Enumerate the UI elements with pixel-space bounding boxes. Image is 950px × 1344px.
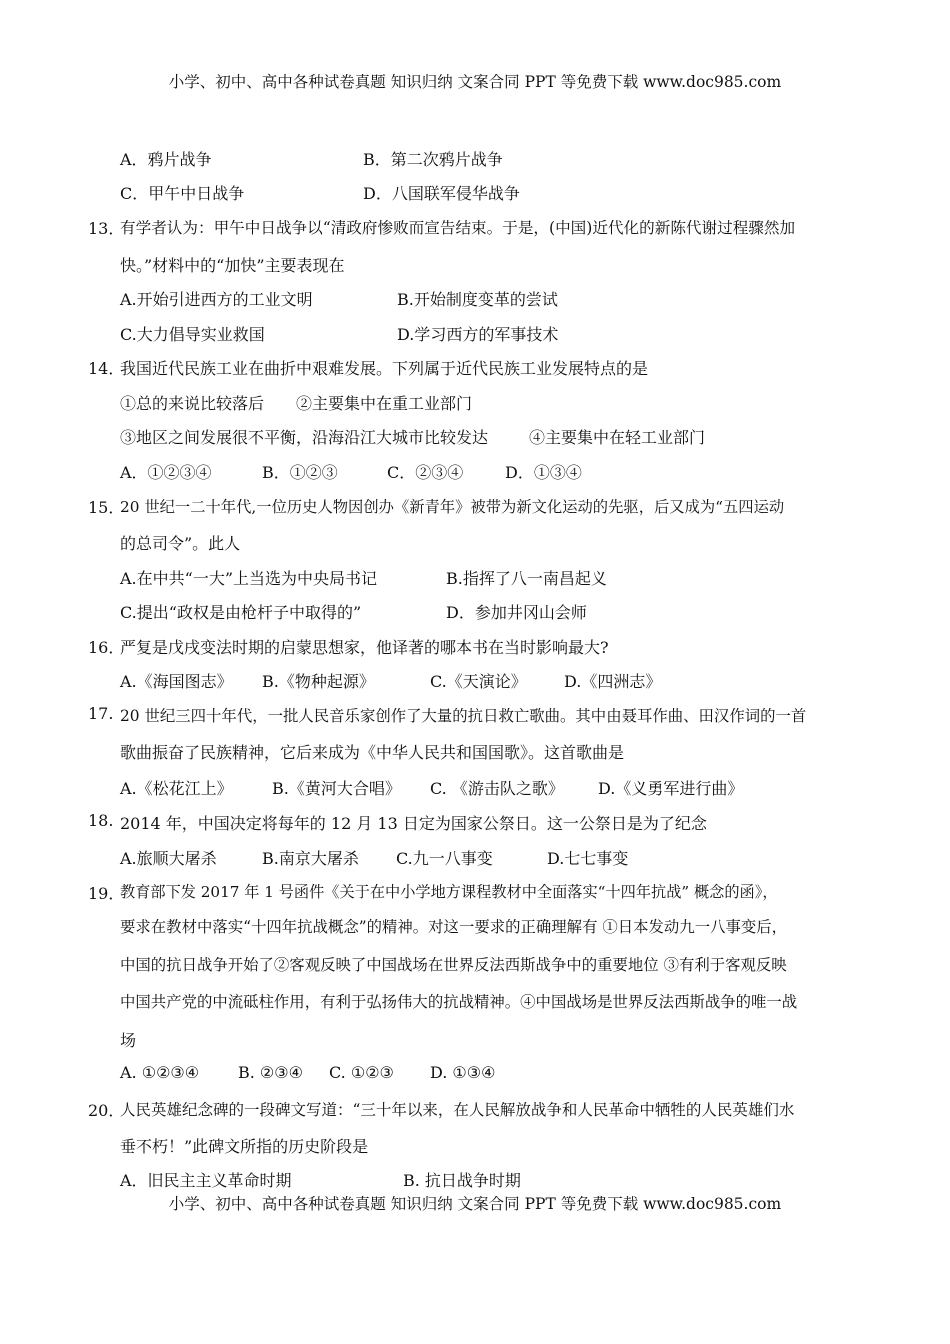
q13-number: 13． [88, 219, 125, 238]
q19-stem-line3: 中国的抗日战争开始了②客观反映了中国战场在世界反法西斯战争中的重要地位 ③有利于客观反映 [120, 956, 787, 974]
q19-option-c: C. ①②③ [329, 1063, 394, 1082]
q15-number: 15． [88, 498, 125, 517]
q13-stem-line1: 有学者认为：甲午中日战争以“清政府惨败而宣告结束。于是，(中国)近代化的新陈代谢过程骤然加 [120, 219, 796, 237]
q17-option-c: C. 《游击队之歌》 [430, 779, 564, 798]
q14-number: 14． [88, 359, 125, 378]
q14-stem: 我国近代民族工业在曲折中艰难发展。下列属于近代民族工业发展特点的是 [120, 359, 649, 378]
q19-number: 19． [88, 884, 125, 903]
q13-option-a: A.开始引进西方的工业文明 [120, 290, 313, 309]
q19-stem-line5: 场 [120, 1031, 137, 1050]
q17-option-d: D.《义勇军进行曲》 [598, 779, 744, 798]
q14-option-d: D．①③④ [505, 463, 582, 482]
q17-stem-line1: 20 世纪三四十年代，一批人民音乐家创作了大量的抗日救亡歌曲。其中由聂耳作曲、田汉作词的一首 [120, 707, 807, 725]
q14-statement-4: ④主要集中在轻工业部门 [529, 428, 706, 447]
q19-option-d: D. ①③④ [430, 1063, 496, 1082]
q17-option-b: B.《黄河大合唱》 [272, 779, 401, 798]
q20-stem-line1: 人民英雄纪念碑的一段碑文写道：“三十年以来，在人民解放战争和人民革命中牺牲的人民英雄们水 [120, 1101, 795, 1119]
q18-stem: 2014 年，中国决定将每年的 12 月 13 日定为国家公祭日。这一公祭日是为了纪念 [120, 814, 707, 833]
page-footer: 小学、初中、高中各种试卷真题 知识归纳 文案合同 PPT 等免费下载 www.doc985.com [168, 1195, 782, 1213]
q13-option-d: D.学习西方的军事技术 [397, 325, 559, 344]
q13-stem-line2: 快。”材料中的“加快”主要表现在 [120, 256, 345, 275]
q15-stem-line1: 20 世纪一二十年代,一位历史人物因创办《新青年》被带为新文化运动的先驱，后又成为“五四运动 [120, 498, 785, 516]
q19-option-a: A. ①②③④ [120, 1063, 200, 1082]
q18-option-a: A.旅顺大屠杀 [120, 849, 217, 868]
q20-number: 20． [88, 1101, 125, 1120]
q12-option-b: B．第二次鸦片战争 [363, 150, 503, 169]
q20-option-b: B. 抗日战争时期 [403, 1171, 521, 1190]
q19-option-b: B. ②③④ [238, 1063, 303, 1082]
q12-option-d: D．八国联军侵华战争 [363, 184, 520, 203]
q16-option-d: D.《四洲志》 [564, 672, 662, 691]
q16-option-b: B.《物种起源》 [262, 672, 375, 691]
page-header: 小学、初中、高中各种试卷真题 知识归纳 文案合同 PPT 等免费下载 www.doc985.com [168, 73, 782, 91]
q14-option-b: B．①②③ [262, 463, 338, 482]
q14-statement-1: ①总的来说比较落后 [120, 394, 265, 413]
q20-stem-line2: 垂不朽！”此碑文所指的历史阶段是 [120, 1137, 369, 1156]
q13-option-b: B.开始制度变革的尝试 [397, 290, 558, 309]
q16-number: 16． [88, 638, 125, 657]
q16-option-c: C.《天演论》 [430, 672, 527, 691]
q14-statement-3: ③地区之间发展很不平衡，沿海沿江大城市比较发达 [120, 428, 489, 447]
q12-option-a: A．鸦片战争 [120, 150, 212, 169]
q15-option-d: D．参加井冈山会师 [446, 603, 587, 622]
q15-option-a: A.在中共“一大”上当选为中央局书记 [120, 569, 378, 588]
q18-number: 18. [88, 811, 114, 830]
q20-option-a: A．旧民主主义革命时期 [120, 1171, 292, 1190]
q15-option-b: B.指挥了八一南昌起义 [446, 569, 607, 588]
q19-stem-line4: 中国共产党的中流砥柱作用，有利于弘扬伟大的抗战精神。④中国战场是世界反法西斯战争的唯一战 [120, 993, 798, 1011]
q17-number: 17. [88, 704, 114, 723]
q14-option-a: A．①②③④ [120, 463, 212, 482]
q19-stem-line1: 教育部下发 2017 年 1 号函件《关于在中小学地方课程教材中全面落实“十四年抗战” 概念的函》， [120, 883, 778, 901]
q12-option-c: C．甲午中日战争 [120, 184, 245, 203]
q18-option-b: B.南京大屠杀 [262, 849, 359, 868]
q15-option-c: C.提出“政权是由枪杆子中取得的” [120, 603, 362, 622]
q19-stem-line2: 要求在教材中落实“十四年抗战概念”的精神。对这一要求的正确理解有 ①日本发动九一八事变后， [120, 918, 788, 936]
q16-option-a: A.《海国图志》 [120, 672, 233, 691]
q18-option-d: D.七七事变 [547, 849, 629, 868]
q14-statement-2: ②主要集中在重工业部门 [296, 394, 473, 413]
q18-option-c: C.九一八事变 [396, 849, 493, 868]
q17-stem-line2: 歌曲振奋了民族精神，它后来成为《中华人民共和国国歌》。这首歌曲是 [120, 743, 625, 762]
q16-stem: 严复是戊戌变法时期的启蒙思想家，他译著的哪本书在当时影响最大? [120, 638, 609, 657]
q17-option-a: A.《松花江上》 [120, 779, 233, 798]
q13-option-c: C.大力倡导实业救国 [120, 325, 265, 344]
q15-stem-line2: 的总司令”。此人 [120, 534, 241, 553]
q14-option-c: C．②③④ [387, 463, 464, 482]
